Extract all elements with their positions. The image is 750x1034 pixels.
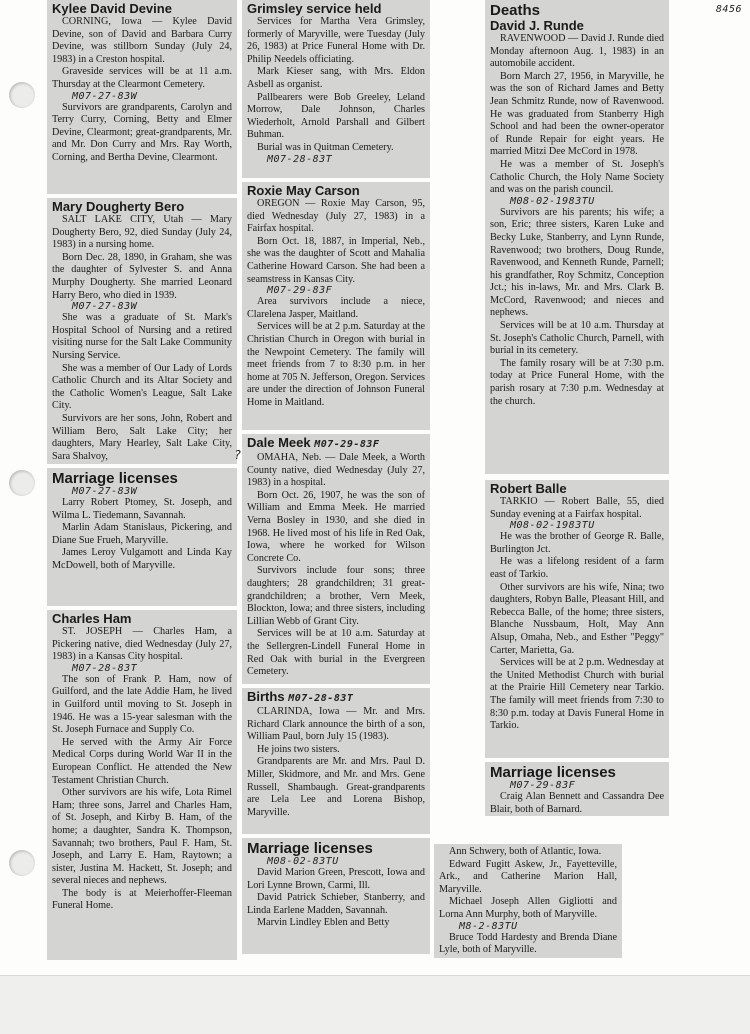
binder-hole-middle bbox=[9, 470, 35, 496]
clipping-marriage-licenses-3 bbox=[485, 762, 669, 816]
clipping-deaths-runde bbox=[485, 0, 669, 474]
clipping-heading-text: Births bbox=[247, 689, 285, 704]
handwritten-date-note: M8-2-83TU bbox=[459, 920, 518, 932]
clipping-heading: Robert Balle bbox=[490, 481, 567, 496]
clipping-paragraph: Pallbearers were Bob Greeley, Leland Morrow, Dale Johnson, Charles Wiederholt, Arnold Parshall and Gilbert Buhman. bbox=[247, 91, 425, 141]
clipping-paragraph: Survivors are grandparents, Carolyn and Terry Curry, Corning, Betty and Elmer Devine, Clearmont; great-grandparents, Mr. and Mr. Don Curry and Mrs. Ray Worth, Corning, and Bertha Devine, Clearmont. bbox=[52, 101, 232, 163]
clipping-paragraph: Ann Schwery, both of Atlantic, Iowa. bbox=[449, 846, 602, 857]
clipping-paragraph: Born Oct. 26, 1907, he was the son of William and Emma Meek. He married Verna Bosley in 1930, and she died in 1968. He lived most of his life in Red Oak, Iowa, where he worked for Wilson Concrete Co. bbox=[247, 489, 425, 564]
clipping-heading: Charles Ham bbox=[52, 611, 132, 626]
clipping-balle bbox=[485, 480, 669, 758]
clipping-paragraph: He joins two sisters. bbox=[257, 743, 340, 755]
clipping-paragraph: SALT LAKE CITY, Utah — Mary Dougherty Bero, 92, died Sunday (July 24, 1983) in a nursing home. bbox=[52, 214, 232, 251]
clipping-paragraph: Marlin Adam Stanislaus, Pickering, and Diane Sue Frueh, Maryville. bbox=[52, 522, 232, 546]
clipping-heading bbox=[247, 436, 425, 452]
clipping-paragraph: ST. JOSEPH — Charles Ham, a Pickering native, died Wednesday (July 27, 1983) in a Kansas City hospital. bbox=[52, 626, 232, 663]
handwritten-date-note: M07-29-83F bbox=[510, 780, 576, 791]
clipping-grimsley bbox=[242, 0, 430, 178]
clipping-marriage-licenses-1 bbox=[47, 468, 237, 606]
handwritten-date-note: M08-02-83TU bbox=[267, 856, 339, 867]
clipping-paragraph: Edward Fugitt Askew, Jr., Fayetteville, Ark., and Catherine Marion Hall, Maryville. bbox=[439, 858, 617, 895]
clipping-paragraph: He served with the Army Air Force Medical Corps during World War II in the European Conflict. He attended the New Testament Christian Church. bbox=[52, 736, 232, 786]
clipping-paragraph: She was a member of Our Lady of Lords Catholic Church and its Altar Society and the Catholic Women's League, Salt Lake City. bbox=[52, 362, 232, 412]
handwritten-date-note: M07-27-83W bbox=[72, 90, 138, 102]
clipping-births bbox=[242, 688, 430, 834]
clipping-paragraph: Craig Alan Bennett and Cassandra Dee Blair, both of Barnard. bbox=[490, 791, 664, 815]
clipping-paragraph: She was a graduate of St. Mark's Hospital School of Nursing and a retired visiting nurse for the Salt Lake Community Nursing Service. bbox=[52, 312, 232, 361]
clipping-bero bbox=[47, 198, 237, 464]
clipping-heading: Roxie May Carson bbox=[247, 183, 360, 198]
clipping-meek bbox=[242, 434, 430, 684]
handwritten-date-note: M07-27-83W bbox=[72, 486, 138, 497]
clipping-paragraph: OREGON — Roxie May Carson, 95, died Wednesday (July 27, 1983) in a Fairfax hospital. bbox=[247, 198, 425, 235]
clipping-paragraph: He was the brother of George R. Balle, Burlington Jct. bbox=[490, 531, 664, 555]
clipping-paragraph: RAVENWOOD — David J. Runde died Monday afternoon Aug. 1, 1983) in an automobile accident. bbox=[490, 33, 664, 70]
handwritten-date-note: M07-29-83F bbox=[267, 285, 333, 297]
clipping-paragraph: David Patrick Schieber, Stanberry, and Linda Earlene Madden, Savannah. bbox=[247, 892, 425, 916]
binder-hole-top bbox=[9, 82, 35, 108]
handwritten-date-note: M07-27-83W bbox=[72, 301, 138, 313]
clipping-paragraph: David Marion Green, Prescott, Iowa and Lori Lynne Brown, Carmi, Ill. bbox=[247, 867, 425, 891]
clipping-paragraph: CORNING, Iowa — Kylee David Devine, son of David and Barbara Curry Devine, was stillborn Sunday (July 24, 1983) in a Creston hospital. bbox=[52, 16, 232, 65]
handwritten-question-mark: ? bbox=[234, 448, 242, 462]
clipping-paragraph: Born Dec. 28, 1890, in Graham, she was the daughter of Sylvester S. and Anna Murphy Dougherty. She married Leonard Harry Bero, who died in 1939. bbox=[52, 251, 232, 301]
clipping-paragraph: TARKIO — Robert Balle, 55, died Sunday evening at a Fairfax hospital. bbox=[490, 496, 664, 520]
clipping-paragraph: Area survivors include a niece, Clarelena Jasper, Maitland. bbox=[247, 296, 425, 320]
clipping-paragraph: Services will be at 2 p.m. Saturday at the Christian Church in Oregon with burial in the Newpoint Cemetery. The family will meet friends from 7 to 8:30 p.m. in her home at 705 N. Jefferson, Oregon. Services are under the direction of Johnson Funeral Home in Maitland. bbox=[247, 321, 425, 408]
clipping-paragraph: He was a member of St. Joseph's Catholic Church, the Holy Name Society and was on the parish council. bbox=[490, 158, 664, 196]
clipping-paragraph: The family rosary will be at 7:30 p.m. today at Price Funeral Home, with the parish rosary at 7:30 p.m. Wednesday at the church. bbox=[490, 357, 664, 407]
clipping-paragraph: Mark Kieser sang, with Mrs. Eldon Asbell as organist. bbox=[247, 66, 425, 90]
clipping-paragraph: Survivors include four sons; three daughters; 28 grandchildren; 31 great-grandchildren; a brother, Vern Meek, Blockton, Iowa; and three sisters, including Lillian Webb of Grant City. bbox=[247, 565, 425, 627]
clipping-carson bbox=[242, 182, 430, 430]
clipping-paragraph: Born March 27, 1956, in Maryville, he was the son of Richard James and Betty Jean Schmitz Runde, now of Ravenwood. He was graduated from Stanberry High School and had been the owner-operator of Runde Repair for eight years. He married Mitzi Dee McCord in 1978. bbox=[490, 70, 664, 158]
clipping-heading bbox=[247, 690, 425, 706]
handwritten-date-note: M07-28-83T bbox=[72, 662, 138, 674]
handwritten-date-note: M07-28-83T bbox=[288, 693, 354, 704]
clipping-paragraph: Services will be at 10 a.m. Thursday at St. Joseph's Catholic Church, Parnell, with burial in its cemetery. bbox=[490, 320, 664, 357]
handwritten-date-note: M08-02-1983TU bbox=[510, 195, 595, 207]
clipping-heading: Kylee David Devine bbox=[52, 1, 172, 16]
clipping-paragraph: Survivors are her sons, John, Robert and William Bero, Salt Lake City; her daughters, Mary Hearley, Salt Lake City, Sara Shalvoy, bbox=[52, 412, 232, 462]
clipping-paragraph: Grandparents are Mr. and Mrs. Paul D. Miller, Skidmore, and Mr. and Mrs. Gene Russell, Shambaugh. Great-grandparents are Lela Lee and Lorena Bishop, Maryville. bbox=[247, 756, 425, 818]
binder-hole-bottom bbox=[9, 850, 35, 876]
clipping-paragraph: Michael Joseph Allen Gigliotti and Lorna Ann Murphy, both of Maryville. bbox=[439, 896, 617, 920]
clipping-paragraph: The body is at Meierhoffer-Fleeman Funeral Home. bbox=[52, 887, 232, 912]
clipping-paragraph: CLARINDA, Iowa — Mr. and Mrs. Richard Clark announce the birth of a son, William Paul, born July 15 (1983). bbox=[247, 706, 425, 743]
clipping-heading: Marriage licenses bbox=[490, 764, 616, 781]
clipping-paragraph: Services will be at 2 p.m. Wednesday at the United Methodist Church with burial at the Prairie Hill Cemetery near Tarkio. The family will meet friends from 7:30 to 8:30 p.m. today at Davis Funeral Home in Tarkio. bbox=[490, 657, 664, 732]
clipping-paragraph: The son of Frank P. Ham, now of Guilford, and the late Addie Ham, he lived in Guilford until moving to St. Joseph in 1946. He was a 15-year salesman with the St. Joseph Furnace and Supply Co. bbox=[52, 673, 232, 736]
clipping-devine bbox=[47, 0, 237, 194]
clipping-heading: Marriage licenses bbox=[52, 470, 178, 487]
clipping-heading: David J. Runde bbox=[490, 18, 584, 33]
clipping-paragraph: Born Oct. 18, 1887, in Imperial, Neb., she was the daughter of Scott and Mahalia Catherine Howard Carson. She had been a seamstress in Kansas City. bbox=[247, 235, 425, 285]
clipping-paragraph: Burial was in Quitman Cemetery. bbox=[257, 141, 394, 153]
handwritten-date-note: M08-02-1983TU bbox=[510, 520, 595, 532]
clipping-paragraph: Larry Robert Ptomey, St. Joseph, and Wilma L. Tiedemann, Savannah. bbox=[52, 497, 232, 521]
clipping-paragraph: Other survivors are his wife, Nina; two daughters, Robyn Balle, Pleasant Hill, and Rebecca Balle, of the home; three sisters, Blanche Nussbaum, Holt, May Ann Alsup, Omaha, Neb., and Esther "Peggy" Carter, Marietta, Ga. bbox=[490, 581, 664, 656]
clipping-marriage-licenses-2-continued bbox=[434, 844, 622, 958]
section-heading-deaths: Deaths bbox=[490, 2, 541, 19]
clipping-paragraph: James Leroy Vulgamott and Linda Kay McDowell, both of Maryville. bbox=[52, 547, 232, 571]
clipping-paragraph: He was a lifelong resident of a farm east of Tarkio. bbox=[490, 556, 664, 580]
clipping-paragraph: Other survivors are his wife, Lota Rimel Ham; three sons, Jarrel and Charles Ham, of St. Joseph, and Kirby B. Ham, of the home; a daughter, Sandra K. Thompson, Savannah; two brothers, Paul F. Ham, St. Joseph, and Larry E. Ham, Raytown; a sister, Justina M. Hackett, St. Joseph; and several nieces and nephews. bbox=[52, 787, 232, 887]
clipping-paragraph: Graveside services will be at 11 a.m. Thursday at the Clearmont Cemetery. bbox=[52, 66, 232, 90]
clipping-paragraph: Services for Martha Vera Grimsley, formerly of Maryville, were Tuesday (July 26, 1983) at Price Funeral Home with Dr. Philip Needels officiating. bbox=[247, 16, 425, 65]
clipping-paragraph: Bruce Todd Hardesty and Brenda Diane Lyle, both of Maryville. bbox=[439, 931, 617, 956]
clipping-paragraph: Services will be at 10 a.m. Saturday at the Sellergren-Lindell Funeral Home in Red Oak with burial in the Evergreen Cemetery. bbox=[247, 628, 425, 678]
handwritten-date-note: M07-28-83T bbox=[267, 153, 333, 165]
clipping-paragraph: OMAHA, Neb. — Dale Meek, a Worth County native, died Wednesday (July 27, 1983) in a hospital. bbox=[247, 452, 425, 489]
clipping-paragraph: Marvin Lindley Eblen and Betty bbox=[257, 917, 390, 929]
clipping-heading: Marriage licenses bbox=[247, 840, 373, 857]
clipping-heading-text: Dale Meek bbox=[247, 435, 311, 450]
clipping-heading: Grimsley service held bbox=[247, 1, 382, 16]
handwritten-date-note: M07-29-83F bbox=[314, 439, 380, 450]
scanner-bed-margin bbox=[0, 975, 750, 1034]
clipping-paragraph: Survivors are his parents; his wife; a son, Eric; three sisters, Karen Luke and Becky Luke, Stanberry, and Lynn Runde, Ravenwood; two brothers, Doug Runde, Ravenwood, and Kenneth Runde, Parnell; his grandfather, Roy Schmitz, Conception Jct.; his in-laws, Mr. and Mrs. Clark B. McCord, Ravenwood; and nieces and nephews. bbox=[490, 206, 664, 319]
clipping-heading: Mary Dougherty Bero bbox=[52, 199, 185, 214]
clipping-marriage-licenses-2 bbox=[242, 838, 430, 954]
page-number: 8456 bbox=[715, 4, 742, 15]
clipping-ham bbox=[47, 610, 237, 960]
